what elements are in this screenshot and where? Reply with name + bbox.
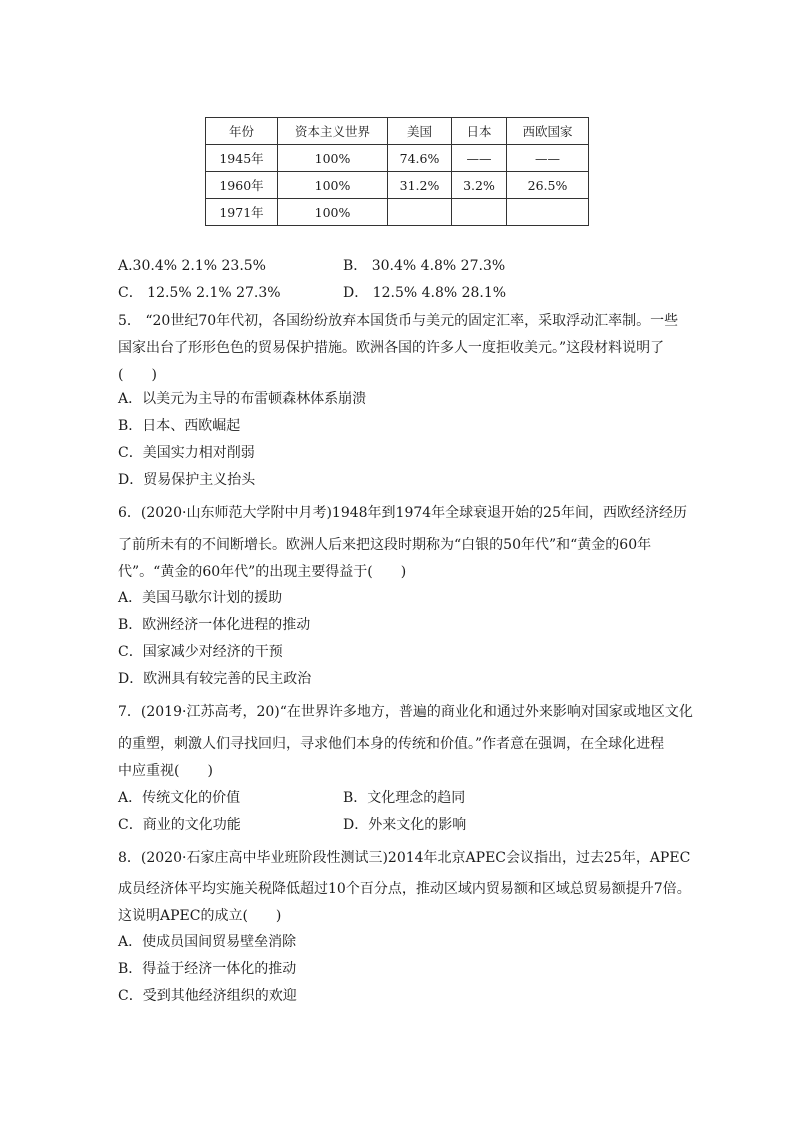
q7-option-a: A．传统文化的价值 xyxy=(118,790,241,806)
q5-stem-line: 5． “20世纪70年代初，各国纷纷放弃本国货币与美元的固定汇率，采取浮动汇率制。一些 xyxy=(118,313,679,329)
q7-stem-line: 的重塑，刺激人们寻找回归，寻求他们本身的传统和价值。”作者意在强调，在全球化进程 xyxy=(118,736,665,752)
q6-option-b: B．欧洲经济一体化进程的推动 xyxy=(118,617,311,633)
q7-option-b: B．文化理念的趋同 xyxy=(343,790,466,806)
q7-stem-line: 7．(2019·江苏高考，20)“在世界许多地方，普遍的商业化和通过外来影响对国家或地区文化 xyxy=(118,704,693,720)
q5-option-a: A．以美元为主导的布雷顿森林体系崩溃 xyxy=(118,391,367,407)
q6-option-c: C．国家减少对经济的干预 xyxy=(118,644,283,660)
q5-option-b: B．日本、西欧崛起 xyxy=(118,418,241,434)
table-cell: 31.2% xyxy=(388,172,452,199)
q8-option-a: A．使成员国间贸易壁垒消除 xyxy=(118,934,297,950)
table-cell: —— xyxy=(507,145,589,172)
table-cell: 3.2% xyxy=(452,172,507,199)
table-header-cell: 美国 xyxy=(388,118,452,145)
table-cell xyxy=(507,199,589,226)
table-row xyxy=(206,172,589,199)
q4-option-b: B． 30.4% 4.8% 27.3% xyxy=(343,258,506,274)
q7-option-d: D．外来文化的影响 xyxy=(343,817,467,833)
table-cell: —— xyxy=(452,145,507,172)
q6-option-d: D．欧洲具有较完善的民主政治 xyxy=(118,671,312,687)
table-cell: 74.6% xyxy=(388,145,452,172)
q7-option-c: C．商业的文化功能 xyxy=(118,817,241,833)
q8-option-b: B．得益于经济一体化的推动 xyxy=(118,961,297,977)
data-table xyxy=(205,117,589,226)
q6-stem-line: 6．(2020·山东师范大学附中月考)1948年到1974年全球衰退开始的25年间，西欧经济经历 xyxy=(118,505,687,521)
q5-stem-line: ( ) xyxy=(118,367,157,383)
table-cell: 1960年 xyxy=(206,172,278,199)
table-row xyxy=(206,199,589,226)
q4-option-a: A.30.4% 2.1% 23.5% xyxy=(118,258,266,274)
q5-stem-line: 国家出台了形形色色的贸易保护措施。欧洲各国的许多人一度拒收美元。”这段材料说明了 xyxy=(118,340,665,356)
table-cell: 100% xyxy=(278,199,388,226)
q6-stem-line: 了前所未有的不间断增长。欧洲人后来把这段时期称为“白银的50年代”和“黄金的60年 xyxy=(118,537,652,553)
q8-option-c: C．受到其他经济组织的欢迎 xyxy=(118,988,297,1004)
q4-option-d: D． 12.5% 4.8% 28.1% xyxy=(343,285,507,301)
q8-stem-line: 成员经济体平均实施关税降低超过10个百分点，推动区域内贸易额和区域总贸易额提升7倍。 xyxy=(118,881,691,897)
table-header-cell: 日本 xyxy=(452,118,507,145)
table-row xyxy=(206,145,589,172)
table-cell: 1945年 xyxy=(206,145,278,172)
table-header-row xyxy=(206,118,589,145)
table-cell: 100% xyxy=(278,145,388,172)
q5-option-c: C．美国实力相对削弱 xyxy=(118,445,255,461)
table-header-cell: 资本主义世界 xyxy=(278,118,388,145)
q6-option-a: A．美国马歇尔计划的援助 xyxy=(118,590,283,606)
q4-option-c: C． 12.5% 2.1% 27.3% xyxy=(118,285,281,301)
q8-stem-line: 8．(2020·石家庄高中毕业班阶段性测试三)2014年北京APEC会议指出，过去25年，APEC xyxy=(118,850,691,866)
table-cell: 100% xyxy=(278,172,388,199)
q5-option-d: D．贸易保护主义抬头 xyxy=(118,472,256,488)
q7-stem-line: 中应重视( ) xyxy=(118,763,213,779)
table-header-cell: 西欧国家 xyxy=(507,118,589,145)
table-cell: 26.5% xyxy=(507,172,589,199)
q8-stem-line: 这说明APEC的成立( ) xyxy=(118,908,282,924)
table-header-cell: 年份 xyxy=(206,118,278,145)
table-cell xyxy=(452,199,507,226)
table-cell xyxy=(388,199,452,226)
q6-stem-line: 代”。“黄金的60年代”的出现主要得益于( ) xyxy=(118,564,407,580)
table-cell: 1971年 xyxy=(206,199,278,226)
